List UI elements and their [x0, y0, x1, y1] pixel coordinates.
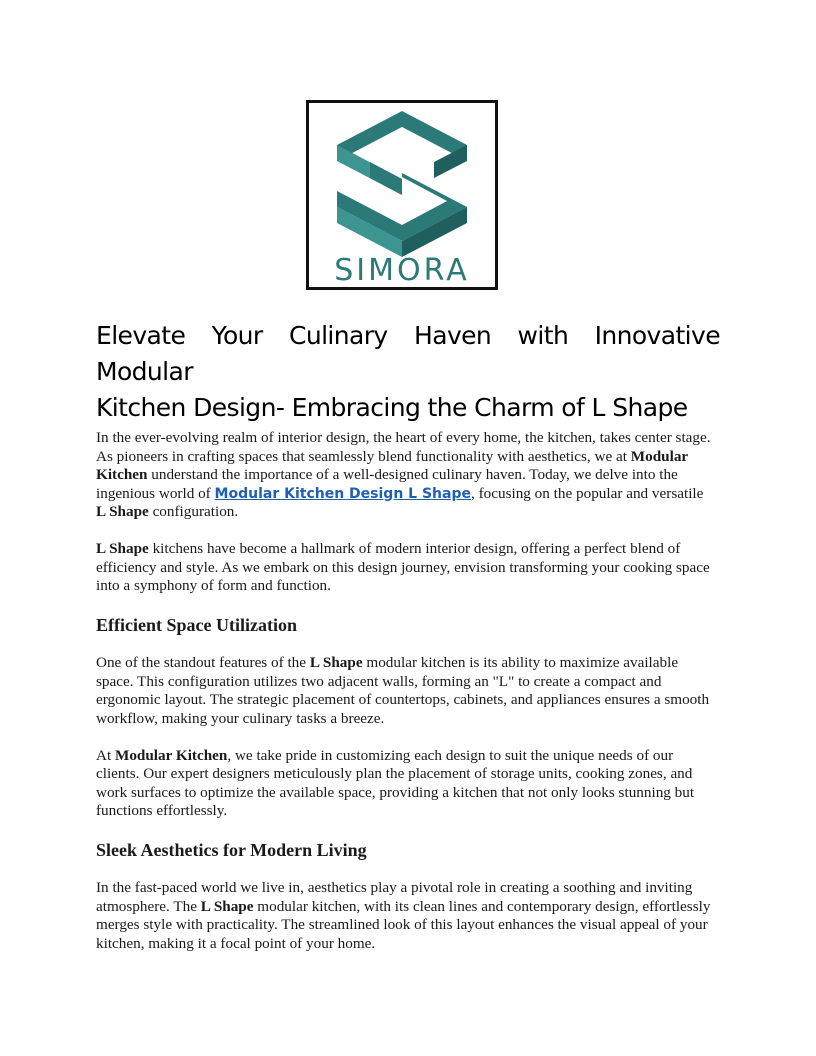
bold-run: Modular Kitchen — [114, 746, 228, 764]
bold-run: Modular Kitchen — [96, 447, 688, 483]
text-run: , we take pride in customizing each design to suit the unique needs of our clients. Our expert designers meticulously plan the placement of storage units, cooking zones, and work surfaces to optimize the available space, providing a kitchen that not only looks stunning but functions effortlessly. — [96, 746, 695, 819]
bold-run: L Shape — [309, 654, 363, 671]
section-heading: Sleek Aesthetics for Modern Living — [96, 840, 367, 860]
text-run: In the ever-evolving realm of interior design, the heart of every home, the kitchen, takes center stage. As pioneers in crafting spaces that seamlessly blend functionality with aesthetics, we at — [96, 429, 711, 465]
intro-paragraph — [96, 429, 716, 522]
text-run: modular kitchen is its ability to maximize available space. This configuration utilizes two adjacent walls, forming an "L" to create a compact and ergonomic layout. The strategic placement of countertops, cabinets, and appliances ensures a smooth workflow, making your culinary tasks a breeze. — [96, 654, 710, 727]
text-run: configuration. — [148, 503, 239, 520]
title-line-1: Elevate Your Culinary Haven with Innovative Modular — [96, 321, 720, 386]
bold-run: L Shape — [96, 503, 149, 520]
text-run: In the fast-paced world we live in, aesthetics play a pivotal role in creating a soothing and inviting atmosphere. The — [96, 879, 693, 915]
page-title — [96, 318, 720, 426]
text-run: kitchens have become a hallmark of modern interior design, offering a perfect blend of efficiency and style. As we embark on this design journey, envision transforming your cooking space into a symphony of form and function. — [96, 540, 710, 594]
article-body — [96, 429, 716, 972]
paragraph — [96, 879, 716, 953]
logo — [306, 100, 498, 290]
modular-kitchen-design-link[interactable]: Modular Kitchen Design L Shape — [214, 485, 471, 502]
paragraph — [96, 540, 716, 596]
logo-text: SIMORA — [334, 253, 470, 288]
text-run: understand the importance of a well-designed culinary haven. Today, we delve into the ingenious world of — [96, 466, 678, 502]
text-run: , focusing on the popular and versatile — [470, 484, 704, 502]
title-line-2: Kitchen Design- Embracing the Charm of L Shape — [96, 393, 688, 422]
bold-run: L Shape — [200, 897, 254, 915]
text-run: modular kitchen, with its clean lines and contemporary design, effortlessly merges style with practicality. The streamlined look of this layout enhances the visual appeal of your kitchen, making it a focal point of your home. — [96, 897, 711, 952]
paragraph — [96, 654, 716, 728]
text-run: At — [96, 746, 115, 764]
section-heading: Efficient Space Utilization — [96, 615, 297, 635]
text-run: One of the standout features of the — [96, 654, 310, 671]
paragraph — [96, 747, 716, 821]
bold-run: L Shape — [96, 540, 149, 557]
